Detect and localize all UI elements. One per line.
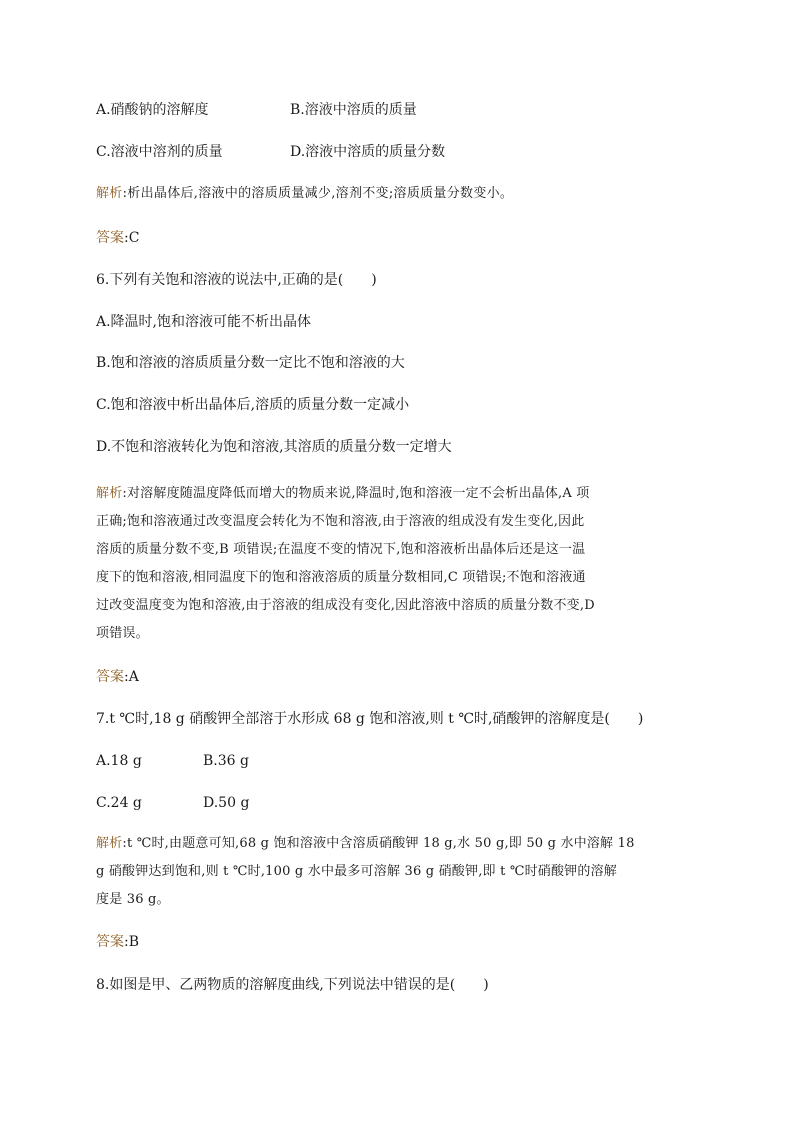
explain-line: 正确;饱和溶液通过改变温度会转化为不饱和溶液,由于溶液的组成没有发生变化,因此: [96, 514, 585, 529]
answer-label: 答案: [96, 230, 124, 246]
q8-stem: 8.如图是甲、乙两物质的溶解度曲线,下列说法中错误的是( ): [96, 977, 489, 993]
answer-text: :B: [124, 934, 140, 950]
q5-option-b: B.溶液中溶质的质量: [290, 102, 417, 118]
explain-line: 过改变温度变为饱和溶液,由于溶液的组成没有变化,因此溶液中溶质的质量分数不变,D: [96, 598, 595, 613]
q6-explanation: [96, 480, 696, 648]
explain-label: 解析: [96, 486, 123, 501]
q5-option-c: C.溶液中溶剂的质量: [96, 144, 223, 160]
q7-option-a: A.18 g: [96, 753, 142, 769]
q5-explanation: [96, 184, 513, 204]
answer-text: :A: [124, 669, 139, 685]
explain-line: 解析:t ℃时,由题意可知,68 g 饱和溶液中含溶质硝酸钾 18 g,水 50 g,即 50 g 水中溶解 18: [96, 836, 635, 851]
q6-answer: [96, 667, 139, 687]
explain-label: 解析: [96, 836, 123, 851]
q7-option-d: D.50 g: [203, 795, 250, 811]
answer-label: 答案: [96, 669, 124, 685]
q6-option-d: D.不饱和溶液转化为饱和溶液,其溶质的质量分数一定增大: [96, 439, 452, 455]
explain-line: g 硝酸钾达到饱和,则 t ℃时,100 g 水中最多可溶解 36 g 硝酸钾,即 t ℃时硝酸钾的溶解: [96, 864, 617, 879]
explain-line: 度下的饱和溶液,相同温度下的饱和溶液溶质的质量分数相同,C 项错误;不饱和溶液通: [96, 570, 586, 585]
q7-option-c: C.24 g: [96, 795, 142, 811]
q7-stem: 7.t ℃时,18 g 硝酸钾全部溶于水形成 68 g 饱和溶液,则 t ℃时,硝酸钾的溶解度是( ): [96, 711, 644, 727]
q6-option-b: B.饱和溶液的溶质质量分数一定比不饱和溶液的大: [96, 355, 405, 371]
q7-answer: [96, 932, 139, 952]
q5-answer: [96, 228, 139, 248]
explain-label: 解析: [96, 186, 123, 201]
q6-option-a: A.降温时,饱和溶液可能不析出晶体: [96, 314, 312, 330]
explain-line: 解析:对溶解度随温度降低而增大的物质来说,降温时,饱和溶液一定不会析出晶体,A 项: [96, 486, 590, 501]
q7-option-b: B.36 g: [203, 753, 249, 769]
explain-line: 项错误。: [96, 626, 149, 641]
q6-option-c: C.饱和溶液中析出晶体后,溶质的质量分数一定减小: [96, 397, 410, 413]
q5-option-a: A.硝酸钠的溶解度: [96, 102, 209, 118]
answer-label: 答案: [96, 934, 124, 950]
explain-line: 度是 36 g。: [96, 892, 170, 907]
explain-line: 溶质的质量分数不变,B 项错误;在温度不变的情况下,饱和溶液析出晶体后还是这一温: [96, 542, 586, 557]
q5-option-d: D.溶液中溶质的质量分数: [290, 144, 446, 160]
q6-stem: 6.下列有关饱和溶液的说法中,正确的是( ): [96, 272, 377, 288]
q7-explanation: [96, 830, 696, 914]
answer-text: :C: [124, 230, 140, 246]
explain-text: :析出晶体后,溶液中的溶质质量减少,溶剂不变;溶质质量分数变小。: [122, 186, 514, 201]
